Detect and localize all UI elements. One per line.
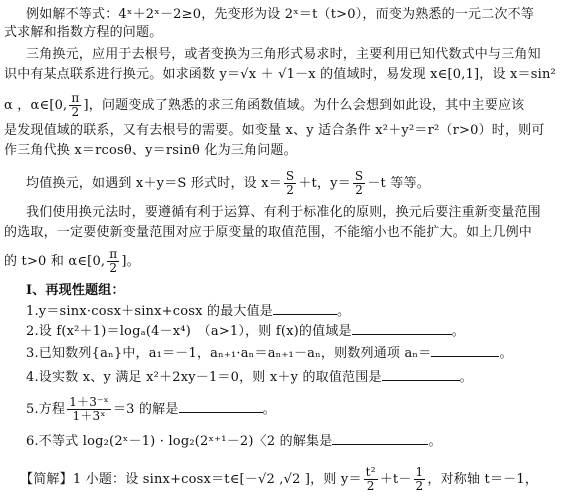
paragraph-2-line-5: 作三角代换 x＝rcosθ、y＝rsinθ 化为三角问题。: [4, 143, 297, 158]
answer-blank[interactable]: [431, 344, 499, 357]
question-3-period: 。: [499, 346, 513, 361]
answer-blank[interactable]: [352, 322, 452, 335]
paragraph-4-line-3-text-a: 的 t>0 和 α∈[0,: [4, 254, 106, 269]
paragraph-2-line-3-text-b: ]，问题变成了熟悉的求三角函数值域。为什么会想到如此设，其中主要应该: [83, 98, 525, 113]
question-6: [0, 432, 579, 450]
paragraph-3-text-a: 均值换元，如遇到 x＋y＝S 形式时，设 x＝: [26, 176, 282, 191]
paragraph-2-line-2: 识中有某点联系进行换元。如求函数 y＝√x ＋ √1－x 的值域时，易发现 x∈[0,1]，设 x＝sin²: [4, 67, 556, 82]
question-1: [0, 302, 579, 320]
question-3: [0, 344, 579, 362]
fraction-denominator: 2: [366, 479, 375, 493]
s-over-2-fraction: [284, 170, 296, 197]
paragraph-1-line-1: 例如解不等式：4ˣ＋2ˣ－2≥0，先变形为设 2ˣ＝t（t>0），而变为熟悉的一元二次不等: [26, 7, 535, 22]
paragraph-2-line-3-text-a: α ，α∈[0,: [4, 98, 68, 113]
one-half-fraction: [414, 466, 426, 493]
question-2: [0, 322, 579, 340]
pi-over-2-fraction: [107, 248, 119, 275]
fraction-numerator: S: [285, 169, 295, 183]
fraction-denominator: 2: [415, 479, 424, 493]
fraction-numerator: π: [109, 247, 118, 261]
paragraph-1-line-2: 式求解和指数方程的问题。: [4, 25, 163, 40]
paragraph-2-line-1: 三角换元，应用于去根号，或者变换为三角形式易求时，主要利用已知代数式中与三角知: [26, 47, 541, 62]
solution-text-a: 1 小题：设 sinx+cosx＝t∈[－√2 ,√2 ]，则 y＝: [72, 472, 362, 487]
fraction-denominator: 1＋3ˣ: [72, 409, 106, 423]
solution-line: [0, 466, 579, 493]
answer-blank[interactable]: [179, 400, 263, 413]
question-6-text: 6.不等式 log₂(2ˣ－1) · log₂(2ˣ⁺¹－2)〈2 的解集是: [26, 434, 333, 449]
paragraph-2-line-3: [0, 92, 579, 119]
fraction-numerator: t²: [365, 465, 376, 479]
fraction-numerator: S: [354, 169, 364, 183]
fraction-denominator: 2: [71, 105, 80, 119]
question-2-text: 2.设 f(x²＋1)＝logₐ(4－x⁴) （a>1），则 f(x)的值域是: [26, 324, 352, 339]
paragraph-4-line-3-text-b: ]。: [121, 254, 140, 269]
equation-fraction: [67, 396, 111, 423]
pi-over-2-fraction: [69, 92, 81, 119]
fraction-denominator: 2: [109, 261, 118, 275]
question-1-text: 1.y＝sinx·cosx＋sinx+cosx 的最大值是: [26, 304, 273, 319]
question-5-text-a: 5.方程: [26, 402, 66, 417]
paragraph-4-line-1: 我们使用换元法时，要遵循有利于运算、有利于标准化的原则，换元后要注重新变量范围: [26, 205, 541, 220]
solution-label: 【简解】: [20, 472, 73, 487]
paragraph-3-text-c: －t 等等。: [367, 176, 430, 191]
question-2-period: 。: [451, 324, 465, 339]
question-5-text-b: ＝3 的解是: [112, 402, 179, 417]
answer-blank[interactable]: [273, 302, 337, 315]
question-5-period: 。: [262, 402, 276, 417]
question-3-text: 3.已知数列{aₙ}中，a₁＝－1，aₙ₊₁·aₙ＝aₙ₊₁－aₙ，则数列通项 aₙ＝: [26, 346, 432, 361]
fraction-numerator: 1: [415, 465, 424, 479]
answer-blank[interactable]: [382, 368, 460, 381]
solution-text-b: ＋t－: [379, 472, 412, 487]
paragraph-3-text-b: ＋t，y＝: [298, 176, 351, 191]
fraction-denominator: 2: [286, 183, 295, 197]
answer-blank[interactable]: [332, 432, 428, 445]
s-over-2-fraction: [353, 170, 365, 197]
question-4: [0, 368, 579, 386]
question-6-period: 。: [428, 434, 442, 449]
paragraph-2-line-4: 是发现值域的联系，又有去根号的需要。如变量 x、y 适合条件 x²＋y²＝r²（r>0）时，则可: [4, 123, 545, 138]
question-4-period: 。: [459, 370, 473, 385]
fraction-numerator: π: [71, 91, 80, 105]
fraction-denominator: 2: [355, 183, 364, 197]
fraction-numerator: 1＋3⁻ˣ: [69, 395, 109, 409]
question-4-text: 4.设实数 x、y 满足 x²＋2xy－1＝0，则 x＋y 的取值范围是: [26, 370, 382, 385]
paragraph-4-line-3: [0, 248, 579, 275]
question-5: [0, 396, 579, 423]
paragraph-3: [0, 170, 579, 197]
t-squared-over-2-fraction: [364, 466, 378, 493]
paragraph-4-line-2: 的选取，一定要使新变量范围对应于原变量的取值范围，不能缩小也不能扩大。如上几例中: [4, 225, 533, 240]
section-heading: Ⅰ、再现性题组：: [26, 283, 125, 298]
question-1-period: 。: [337, 304, 351, 319]
solution-text-c: ，对称轴 t＝－1，: [427, 472, 539, 487]
